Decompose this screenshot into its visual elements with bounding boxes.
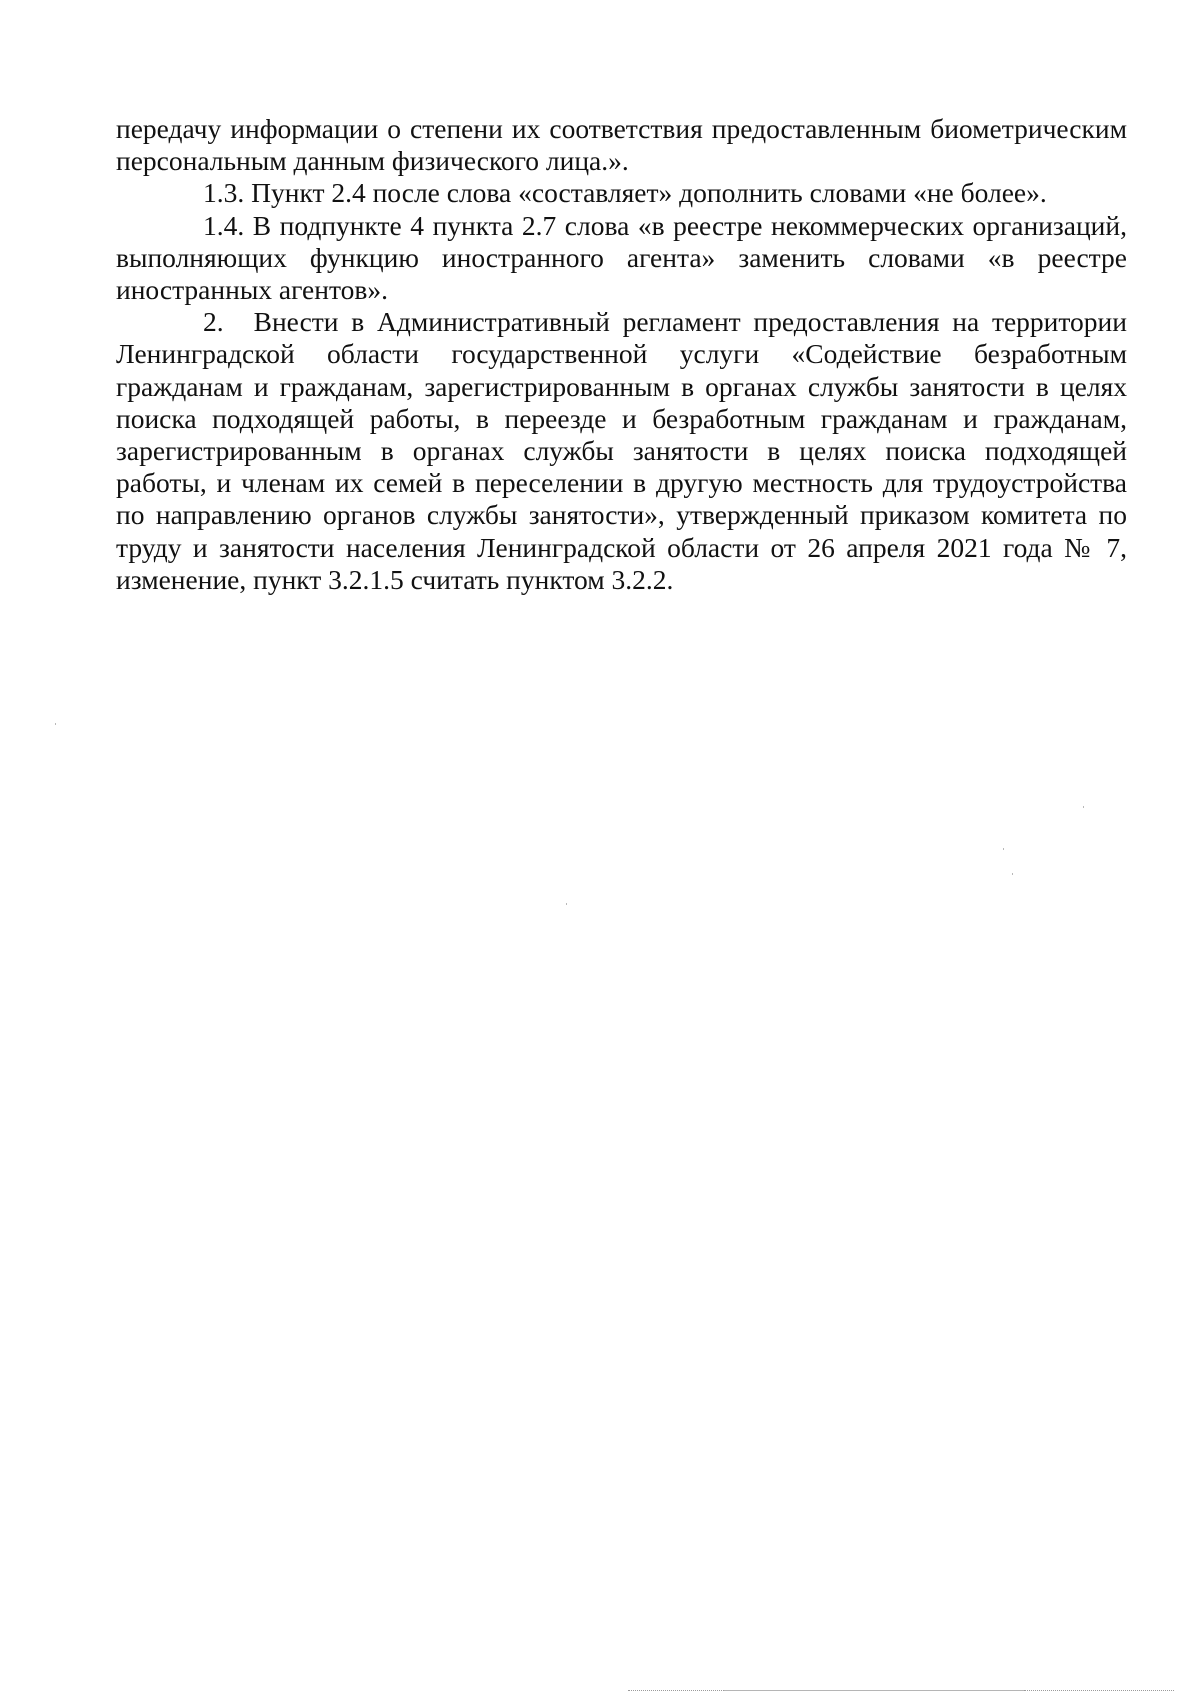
scan-speck — [566, 903, 567, 905]
paragraph-2 — [116, 306, 1127, 596]
scan-speck — [1012, 873, 1013, 875]
paragraph-2-text: Внести в Административный регламент предоставления на территории Ленинградской области государственной услуги «Содействие безработным гражданам и гражданам, зарегистрированным в органах службы занятости в целях поиска подходящей работы, в переезде и безработным гражданам и гражданам, зарегистрированным в органах службы занятости в целях поиска подходящей работы, и членам их семей в переселении в другую местность для трудоустройства по направлению органов службы занятости», утвержденный приказом комитета по труду и занятости населения Ленинградской области от 26 апреля 2021 года № 7, изменение, пункт 3.2.1.5 считать пунктом 3.2.2. — [116, 306, 1127, 595]
footer-scan-line — [628, 1690, 724, 1691]
paragraph-continuation: передачу информации о степени их соответствия предоставленным биометрическим персональным данным физического лица.». — [116, 113, 1127, 177]
paragraph-1-4: 1.4. В подпункте 4 пункта 2.7 слова «в реестре некоммерческих организаций, выполняющих функцию иностранного агента» заменить словами «в реестре иностранных агентов». — [116, 209, 1127, 306]
scan-speck — [1083, 806, 1084, 808]
scan-speck — [55, 723, 56, 725]
paragraph-1-3: 1.3. Пункт 2.4 после слова «составляет» дополнить словами «не более». — [203, 177, 1047, 209]
document-body — [116, 113, 1127, 596]
paragraph-2-number: 2. — [203, 306, 224, 338]
footer-scan-line — [1024, 1690, 1174, 1691]
footer-scan-line — [724, 1690, 1024, 1691]
scan-speck — [1003, 848, 1004, 850]
